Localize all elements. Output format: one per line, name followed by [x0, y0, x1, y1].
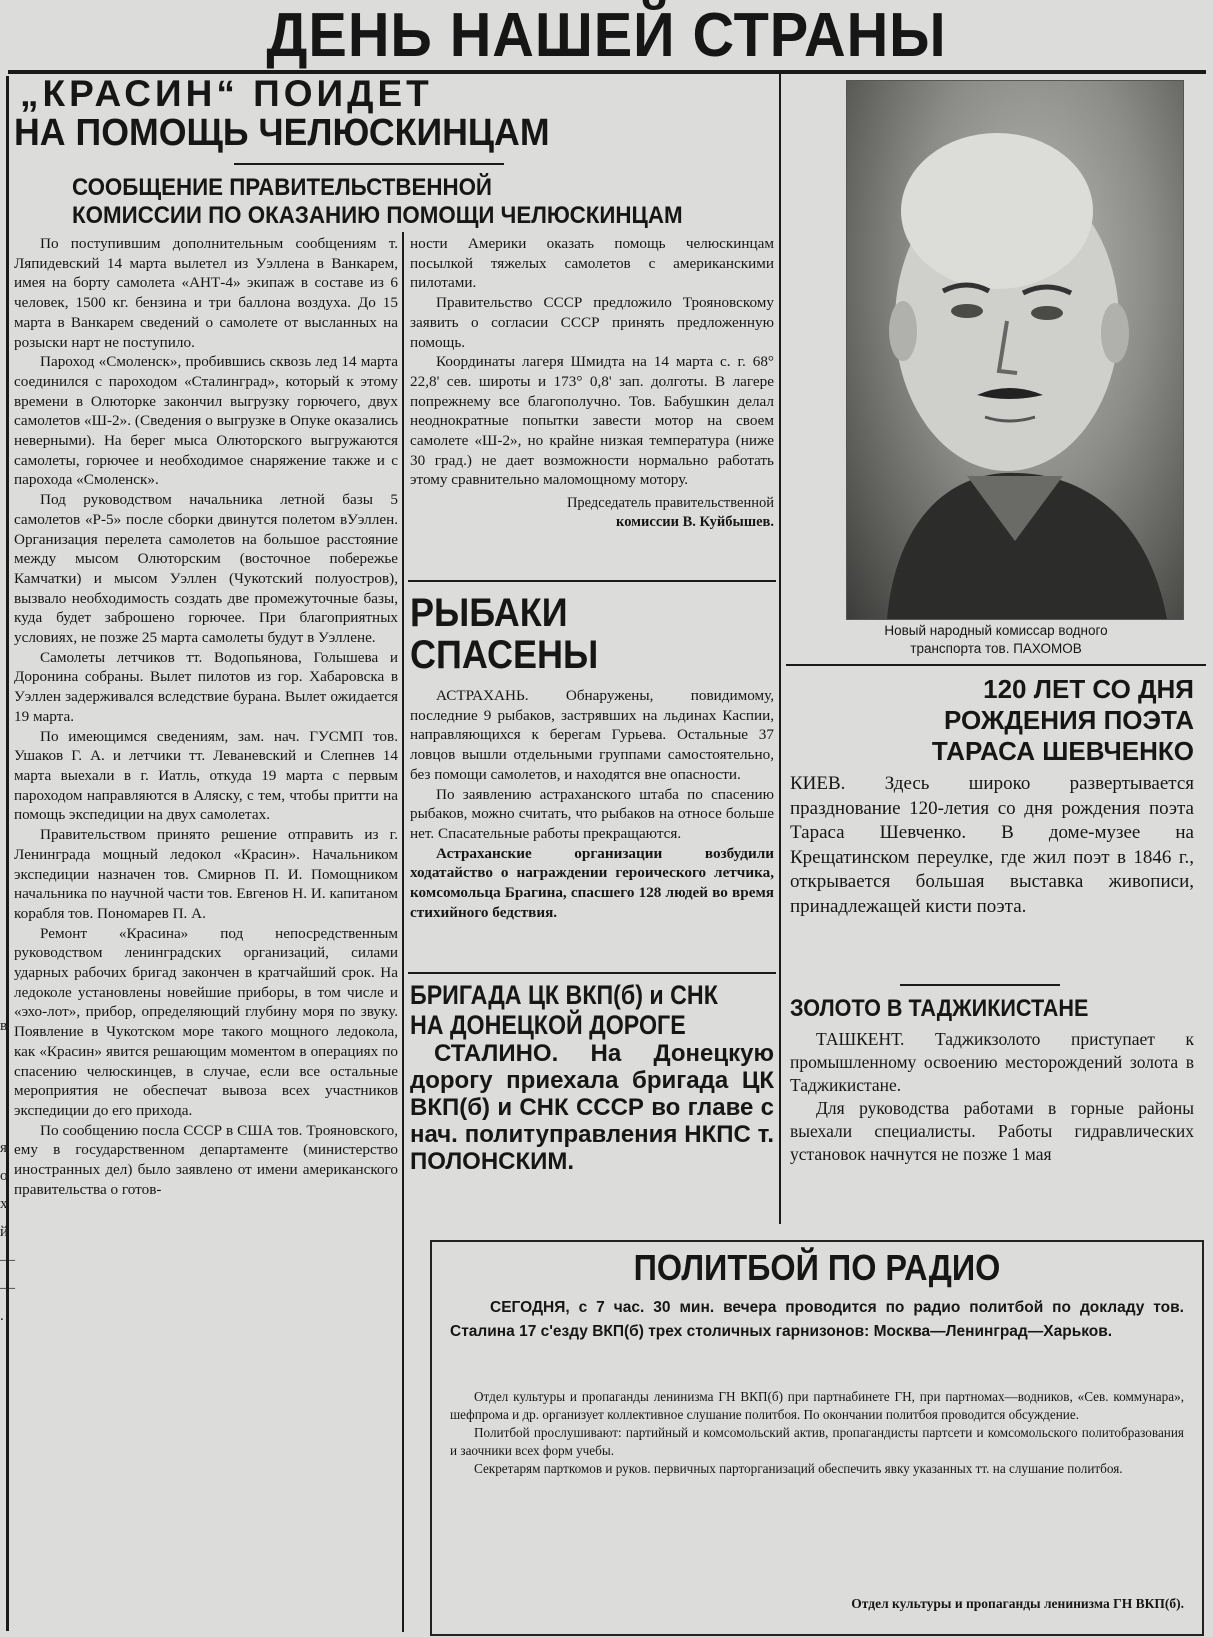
masthead: ДЕНЬ НАШЕЙ СТРАНЫ [266, 1, 947, 70]
paragraph: Под руководством начальника летной базы 5 самолетов «Р-5» после сборки двинутся полетом вУэллен. Организация перелета самолетов на большое расстояние между мысом Олюторским (восточное побережье Камчатки) и мысом Уэллен (Чукотский полуостров), вызвало необходимость создать две промежуточные базы, куда будет заброшено горючее. При благоприятных условиях, не позже 25 марта самолеты будут в Уэллене. [14, 491, 398, 647]
shevchenko-end-rule [900, 984, 1060, 986]
krasin-end-rule [408, 580, 776, 582]
portrait-photo [846, 80, 1184, 620]
paragraph: Правительством принято решение отправить из г. Ленинграда мощный ледокол «Красин». Начальником экспедиции назначен тов. Смирнов П. И. Помощником начальника по научной части тов. Евгенов Н. И. капитаном корабля тов. Пономарев П. А. [14, 826, 398, 922]
krasin-signature: Председатель правительственной комиссии В. Куйбышев. [566, 495, 774, 531]
politboi-lead: СЕГОДНЯ, с 7 час. 30 мин. вечера проводится по радио политбой по докладу тов. Сталина 17 с'езду ВКП(б) трех столичных гарнизонов: Москва—Ленинград—Харьков. [450, 1299, 1184, 1340]
paragraph: Отдел культуры и пропаганды ленинизма ГН ВКП(б) при партнабинете ГН, при партномах—водников, «Сев. коммунара», шефпрома и др. организует коллективное слушание политбоя. По окончании политбоя проводится обсуждение. [450, 1389, 1184, 1422]
fishermen-body [410, 686, 774, 922]
paragraph: Координаты лагеря Шмидта на 14 марта с. г. 68° 22,8' сев. широты и 173° 0,8' зап. долготы. В лагере попрежнему все благополучно. Тов. Бабушкин делал неоднократные попытки завести мотор на своем самолете «Ш-2», но крайне низкая температура (ниже 30 град.) не дает возможности нормально работать этому сравнительно маломощному мотору. [410, 353, 774, 489]
paragraph: По имеющимся сведениям, зам. нач. ГУСМП тов. Ушаков Г. А. и летчики тт. Леваневский и Слепнев 14 марта выехали в г. Иатль, откуда 19 марта с первым пароходом направляются в Аляску, с тем, чтобы притти на помощь экспедиции на двух самолетах. [14, 727, 398, 824]
shevchenko-body: КИЕВ. Здесь широко развертывается празднование 120-летия со дня рождения поэта Тараса Шевченко. В доме-музее на Крещатинском переулке, где жил поэт в 1846 г., открывается большая выставка живописи, принадлежащей кисти поэта. [790, 773, 1194, 917]
margin-fragments-lower: я о х й — — . [0, 1140, 15, 1324]
paragraph: Для руководства работами в горные районы выехали специалисты. Работы гидравлических установок начнутся не позже 1 мая [790, 1098, 1194, 1164]
krasin-subtitle-line2: КОМИССИИ ПО ОКАЗАНИЮ ПОМОЩИ ЧЕЛЮСКИНЦАМ [72, 202, 683, 229]
paragraph: Политбой прослушивают: партийный и комсомольский актив, пропагандисты партсети и комсомольского политобразования и заочники всех форм учебы. [450, 1425, 1184, 1458]
paragraph: Пароход «Смоленск», пробившись сквозь лед 14 марта соединился с пароходом «Сталинград», который к этому времени в Олюторке закончил выгрузку горючего, двух самолетов «Ш-2». (Сведения о выгрузке в Опуке оказались неверными). На берег мыса Олюторского выгружаются самолеты, горючее и необходимое снаряжение также и с парохода «Смоленск». [14, 353, 398, 489]
gold-body [790, 1028, 1194, 1166]
gold-title: ЗОЛОТО В ТАДЖИКИСТАНЕ [790, 995, 1089, 1022]
paragraph: АСТРАХАНЬ. Обнаружены, повидимому, последние 9 рыбаков, застрявших на льдинах Каспии, направляющихся к берегам Гурьева. Остальные 37 ловцов вышли отдельными группами самостоятельно, без помощи самолетов, и находятся вне опасности. [410, 687, 774, 783]
krasin-title-rule [234, 163, 504, 165]
photo-caption: Новый народный комиссар водного транспорта тов. ПАХОМОВ [884, 623, 1108, 656]
paragraph: Самолеты летчиков тт. Водопьянова, Голышева и Доронина собраны. Вылет пилотов из гор. Хабаровска в Уэллен задерживался вследствие бурана. Вылет ожидается 19 марта. [14, 648, 398, 725]
krasin-subtitle-line1: СООБЩЕНИЕ ПРАВИТЕЛЬСТВЕННОЙ [72, 174, 492, 201]
paragraph: ТАШКЕНТ. Таджикзолото приступает к промышленному освоению месторождений золота в Таджикистане. [790, 1029, 1194, 1095]
paragraph: По поступившим дополнительным сообщениям т. Ляпидевский 14 марта вылетел из Уэллена в Ванкарем, имея на борту самолета «АНТ-4» экипаж в составе из 6 человек, 1500 кг. бензина и три баллона воздуха. До 15 марта в Ванкарем сведений о самолете от высланных на розыски нарт не поступило. [14, 235, 398, 351]
politboi-title: ПОЛИТБОЙ ПО РАДИО [633, 1247, 1001, 1288]
shevchenko-title: 120 ЛЕТ СО ДНЯ РОЖДЕНИЯ ПОЭТА ТАРАСА ШЕВЧЕНКО [931, 674, 1194, 766]
column-rule-2 [779, 74, 781, 1224]
krasin-title-line2: НА ПОМОЩЬ ЧЕЛЮСКИНЦАМ [14, 112, 550, 154]
paragraph: Астраханские организации возбудили ходатайство о награждении героического летчика, комсомольца Брагина, спасшего 128 людей во время стихийного бедствия. [410, 844, 774, 921]
paragraph: По заявлению астраханского штаба по спасению рыбаков, можно считать, что рыбаков на относе больше нет. Спасательные работы прекращаются. [410, 785, 774, 842]
left-column-rule [6, 76, 9, 1631]
brigade-title-line1: БРИГАДА ЦК ВКП(б) и СНК [410, 980, 718, 1010]
fishermen-end-rule [408, 972, 776, 974]
politboi-body [450, 1388, 1184, 1478]
photo-caption-rule [786, 664, 1206, 666]
paragraph: По сообщению посла СССР в США тов. Трояновского, ему в государственном департаменте (министерство иностранных дел) было заявлено от имени американского правительства о готов- [14, 1121, 398, 1198]
krasin-column-1 [14, 234, 398, 1634]
politboi-signature: Отдел культуры и пропаганды ленинизма ГН ВКП(б). [851, 1596, 1184, 1611]
krasin-column-2 [410, 234, 774, 532]
paragraph: Правительство СССР предложило Трояновскому заявить о согласии СССР принять предложенную помощь. [410, 294, 774, 351]
fishermen-title-line1: РЫБАКИ [410, 591, 568, 635]
brigade-body: СТАЛИНО. На Донецкую дорогу приехала бригада ЦК ВКП(б) и СНК СССР во главе с нач. политуправления НКПС т. ПОЛОНСКИМ. [410, 1040, 774, 1175]
krasin-title-line1: „КРАСИН“ ПОИДЕТ [20, 73, 433, 114]
fishermen-title-line2: СПАСЕНЫ [410, 633, 599, 677]
margin-fragments: в [0, 1018, 8, 1034]
portrait-illustration [847, 81, 1183, 619]
paragraph: Секретарям парткомов и руков. первичных парторганизаций обеспечить явку указанных тт. на слушание политбоя. [474, 1461, 1123, 1476]
brigade-title-line2: НА ДОНЕЦКОЙ ДОРОГЕ [410, 1010, 686, 1040]
paragraph: ности Америки оказать помощь челюскинцам посылкой тяжелых самолетов с американскими пилотами. [410, 235, 774, 292]
column-rule-1 [402, 232, 404, 1632]
paragraph: Ремонт «Красина» под непосредственным руководством ленинградских организаций, силами ударных рабочих бригад закончен в кратчайший срок. На ледоколе установлены новейшие приборы, в том числе и «эхо-лот», прибор, определяющий глубину моря по звуку. Появление в Чукотском море такого мощного ледокола, как «Красин» явится решающим моментом в операциях по спасению челюскинцев, в случае, если все остальные мероприятия не обеспечат вывоза всех участников экспедиции до его прихода. [14, 924, 398, 1119]
